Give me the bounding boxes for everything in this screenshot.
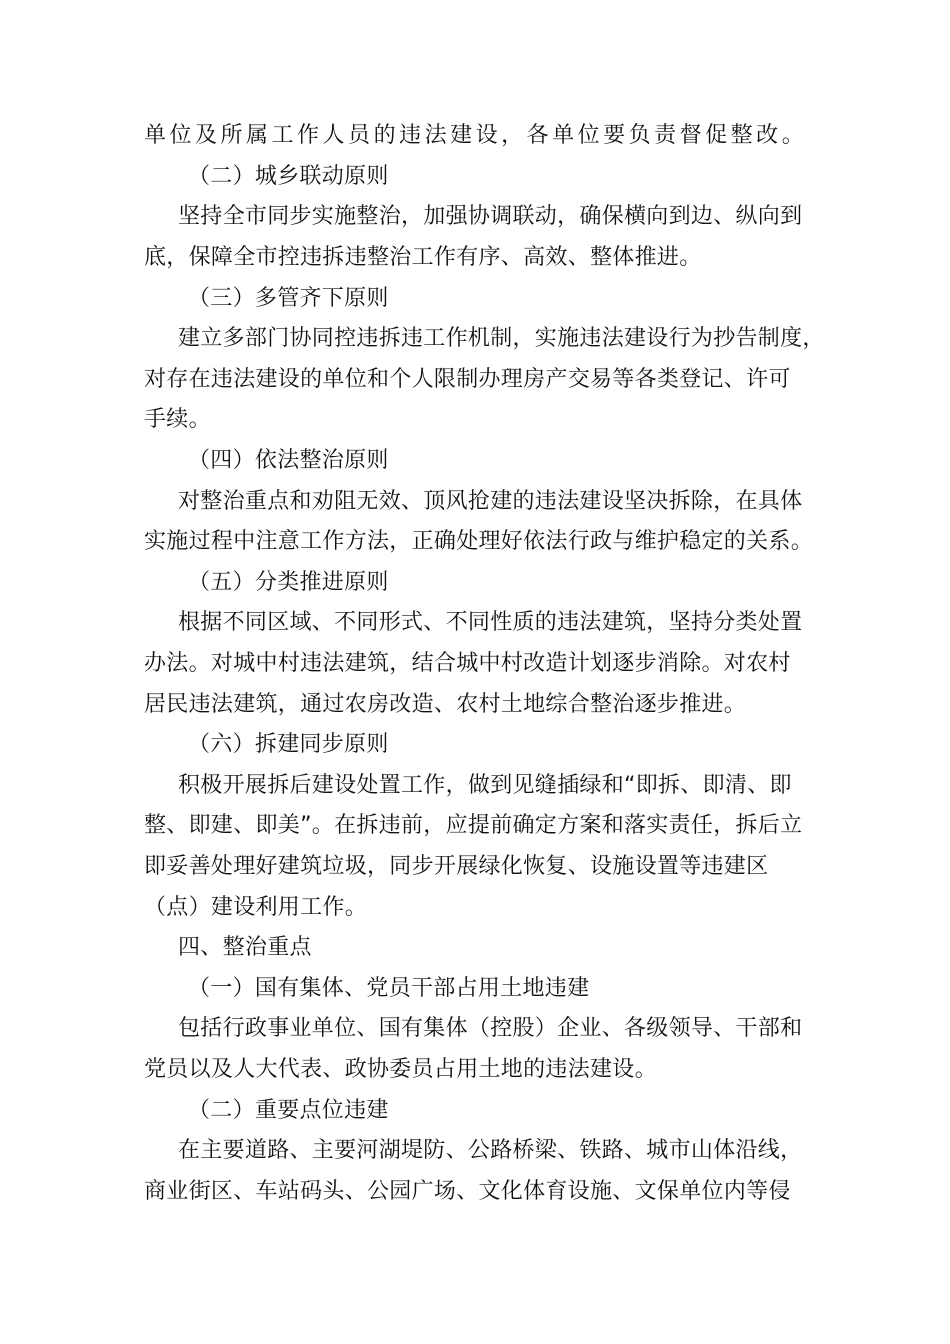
chapter-heading: 四、整治重点 xyxy=(178,935,312,960)
body-text-line: 实施过程中注意工作方法，正确处理好依法行政与维护稳定的关系。 xyxy=(144,529,814,554)
section-heading: （三）多管齐下原则 xyxy=(188,286,389,311)
body-text-line: 商业街区、车站码头、公园广场、文化体育设施、文保单位内等侵 xyxy=(144,1179,791,1204)
section-heading: （五）分类推进原则 xyxy=(188,570,389,595)
body-text-line: 底，保障全市控违拆违整治工作有序、高效、整体推进。 xyxy=(144,245,702,270)
paragraph-first-line: 坚持全市同步实施整治，加强协调联动，确保横向到边、纵向到 xyxy=(178,204,803,229)
section-heading: （二）城乡联动原则 xyxy=(188,164,389,189)
body-text-line: 办法。对城中村违法建筑，结合城中村改造计划逐步消除。对农村 xyxy=(144,651,791,676)
body-text-line: 手续。 xyxy=(144,407,211,432)
body-text-line: （点）建设利用工作。 xyxy=(144,895,368,920)
section-heading: （一）国有集体、党员干部占用土地违建 xyxy=(188,976,590,1001)
paragraph-first-line: 对整治重点和劝阻无效、顶风抢建的违法建设坚决拆除，在具体 xyxy=(178,489,803,514)
paragraph-first-line: 根据不同区域、不同形式、不同性质的违法建筑，坚持分类处置 xyxy=(178,610,803,635)
body-text-line: 整、即建、即美”。在拆违前，应提前确定方案和落实责任，拆后立 xyxy=(144,813,803,838)
body-text-line: 单位及所属工作人员的违法建设，各单位要负责督促整改。 xyxy=(144,123,804,148)
section-heading: （六）拆建同步原则 xyxy=(188,732,389,757)
paragraph-first-line: 在主要道路、主要河湖堤防、公路桥梁、铁路、城市山体沿线， xyxy=(178,1138,803,1163)
section-heading: （四）依法整治原则 xyxy=(188,448,389,473)
body-text-line: 党员以及人大代表、政协委员占用土地的违法建设。 xyxy=(144,1057,657,1082)
body-text-line: 居民违法建筑，通过农房改造、农村土地综合整治逐步推进。 xyxy=(144,692,747,717)
section-heading: （二）重要点位违建 xyxy=(188,1098,389,1123)
body-text-line: 对存在违法建设的单位和个人限制办理房产交易等各类登记、许可 xyxy=(144,367,791,392)
paragraph-first-line: 包括行政事业单位、国有集体（控股）企业、各级领导、干部和 xyxy=(178,1016,803,1041)
paragraph-first-line: 积极开展拆后建设处置工作，做到见缝插绿和“即拆、即清、即 xyxy=(178,773,792,798)
body-text-line: 即妥善处理好建筑垃圾，同步开展绿化恢复、设施设置等违建区 xyxy=(144,854,769,879)
paragraph-first-line: 建立多部门协同控违拆违工作机制，实施违法建设行为抄告制度， xyxy=(178,326,825,351)
